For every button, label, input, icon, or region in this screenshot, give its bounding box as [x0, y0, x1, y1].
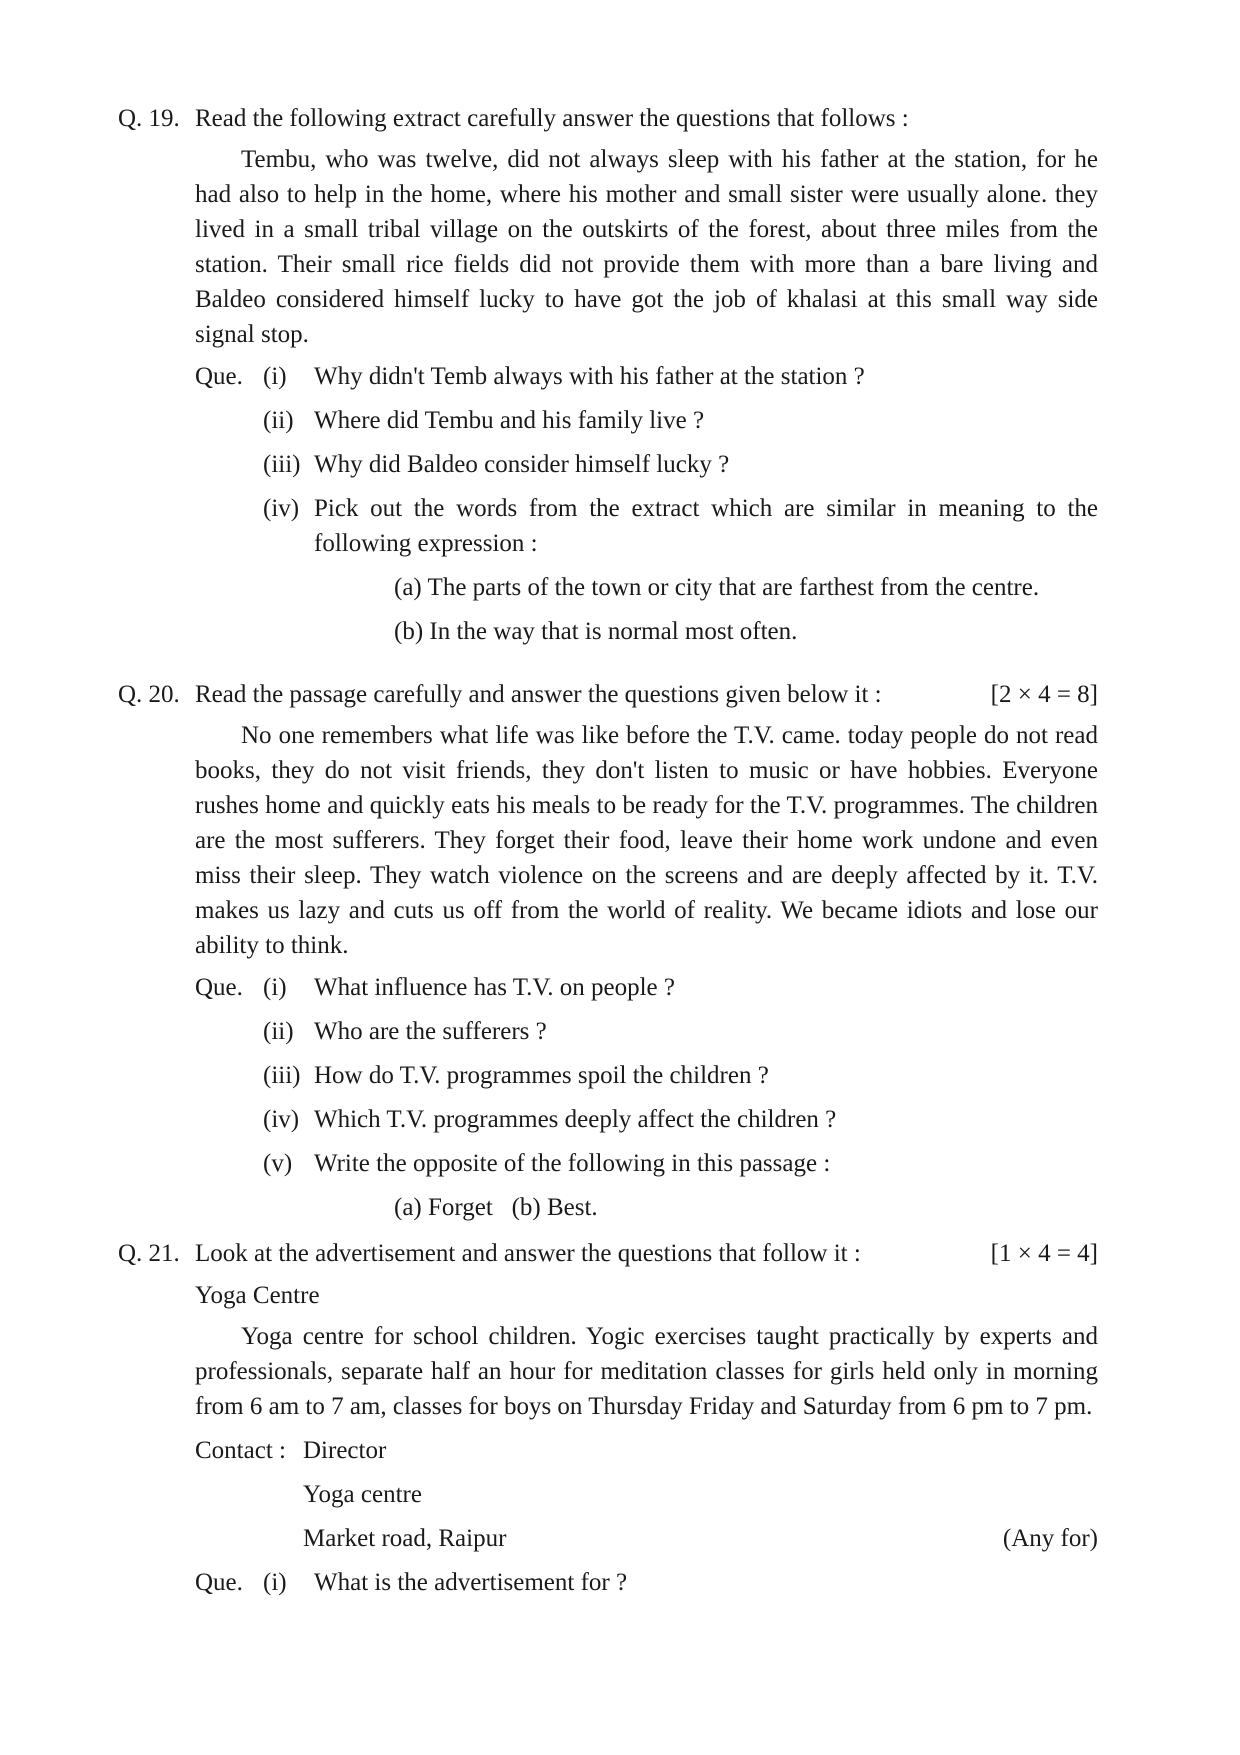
- sub-question-text: Which T.V. programmes deeply affect the children ?: [314, 1106, 837, 1133]
- sub-question-text: Pick out the words from the extract which are similar in meaning to the following expression :: [314, 495, 1098, 557]
- sub-question-number: (i): [263, 363, 287, 390]
- sub-question-text: Why did Baldeo consider himself lucky ?: [314, 451, 730, 478]
- question-21: [118, 1236, 1098, 1609]
- sub-question: [195, 1146, 1098, 1181]
- option-a: (a) The parts of the town or city that are farthest from the centre.: [394, 574, 1040, 601]
- option-b: (b) In the way that is normal most often.: [394, 618, 798, 645]
- question-number: Q. 19.: [118, 105, 180, 132]
- question-header: [118, 1236, 1098, 1271]
- question-prompt: Read the following extract carefully answer the questions that follows :: [195, 105, 909, 132]
- sub-question-number: (i): [263, 974, 287, 1001]
- sub-question: [195, 1102, 1098, 1137]
- opposite-words: (a) Forget (b) Best.: [394, 1194, 598, 1221]
- sub-question-text: Why didn't Temb always with his father at the station ?: [314, 363, 865, 390]
- question-prompt: Read the passage carefully and answer the questions given below it :: [195, 681, 882, 708]
- question-number: Q. 21.: [118, 1240, 180, 1267]
- sub-question-number: (i): [263, 1569, 287, 1596]
- sub-question: [195, 359, 1098, 394]
- sub-question-text: Where did Tembu and his family live ?: [314, 407, 705, 434]
- sub-question: [195, 403, 1098, 438]
- que-label: Que.: [195, 1569, 243, 1596]
- question-header: [118, 101, 1098, 136]
- contact-line: Director: [303, 1437, 387, 1464]
- sub-question-text: What is the advertisement for ?: [314, 1569, 628, 1596]
- sub-question: [195, 970, 1098, 1005]
- sub-question-number: (v): [263, 1150, 293, 1177]
- que-label: Que.: [195, 363, 243, 390]
- extract-passage: Tembu, who was twelve, did not always sleep with his father at the station, for he had also to help in the home, where his mother and small sister were usually alone. they lived in a small tribal village on the outskirts of the forest, about three miles from the station. Their small rice fields did not provide them with more than a bare living and Baldeo considered himself lucky to have got the job of khalasi at this small way side signal stop.: [195, 146, 1098, 348]
- question-prompt: Look at the advertisement and answer the questions that follow it :: [195, 1240, 861, 1267]
- any-for-note: (Any for): [1002, 1525, 1098, 1552]
- contact-label: Contact :: [195, 1437, 286, 1464]
- advertisement-text: Yoga centre for school children. Yogic exercises taught practically by experts and professionals, separate half an hour for meditation classes for girls held only in morning from 6 am to 7 am, classes for boys on Thursday Friday and Saturday from 6 pm to 7 pm.: [195, 1323, 1098, 1420]
- sub-question-text: Who are the sufferers ?: [314, 1018, 547, 1045]
- passage: No one remembers what life was like before the T.V. came. today people do not read books, they do not visit friends, they don't listen to music or have hobbies. Everyone rushes home and quickly eats his meals to be ready for the T.V. programmes. The children are the most sufferers. They forget their food, leave their home work undone and even miss their sleep. They watch violence on the screens and are deeply affected by it. T.V. makes us lazy and cuts us off from the world of reality. We became idiots and lose our ability to think.: [195, 722, 1098, 959]
- sub-question: [195, 1014, 1098, 1049]
- advertisement-title: Yoga Centre: [195, 1282, 320, 1309]
- sub-question-text: Write the opposite of the following in this passage :: [314, 1150, 831, 1177]
- sub-question-number: (iii): [263, 451, 301, 478]
- sub-question-text: How do T.V. programmes spoil the children ?: [314, 1062, 769, 1089]
- sub-question-text: What influence has T.V. on people ?: [314, 974, 675, 1001]
- sub-question-number: (iv): [263, 495, 300, 522]
- question-20: [118, 677, 1098, 1234]
- que-label: Que.: [195, 974, 243, 1001]
- contact-line: Yoga centre: [303, 1481, 422, 1508]
- marks-label: [1 × 4 = 4]: [990, 1240, 1098, 1267]
- sub-question: [195, 447, 1098, 482]
- contact-block: [195, 1433, 1098, 1556]
- question-number: Q. 20.: [118, 681, 180, 708]
- sub-questions: [195, 970, 1098, 1225]
- sub-question-number: (iv): [263, 1106, 300, 1133]
- sub-question: [195, 1058, 1098, 1093]
- question-header: [118, 677, 1098, 712]
- sub-questions: [195, 1565, 1098, 1600]
- sub-question-number: (ii): [263, 407, 294, 434]
- sub-questions: [195, 359, 1098, 649]
- marks-label: [2 × 4 = 8]: [990, 681, 1098, 708]
- sub-question-number: (ii): [263, 1018, 294, 1045]
- contact-line: Market road, Raipur: [303, 1525, 507, 1552]
- sub-question: [195, 491, 1098, 561]
- sub-question-number: (iii): [263, 1062, 301, 1089]
- sub-question: [195, 1565, 1098, 1600]
- question-19: [118, 101, 1098, 658]
